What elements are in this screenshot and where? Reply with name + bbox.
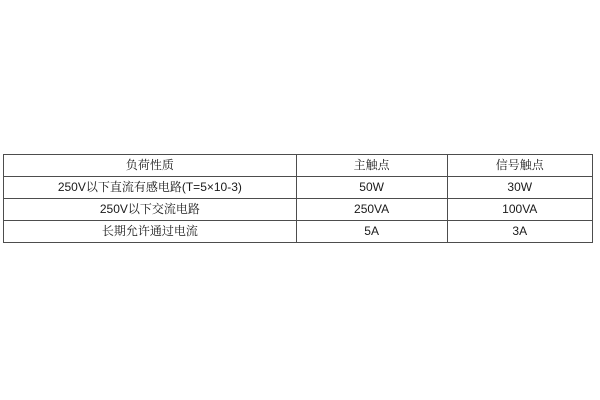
cell-load-type: 长期允许通过电流	[4, 221, 297, 243]
header-load-type: 负荷性质	[4, 155, 297, 177]
table-header-row	[4, 155, 593, 177]
header-main-contact: 主触点	[296, 155, 447, 177]
table-row	[4, 199, 593, 221]
spec-table-container	[3, 154, 593, 243]
contact-load-spec-table	[3, 154, 593, 243]
cell-load-type: 250V以下直流有感电路(T=5×10-3)	[4, 177, 297, 199]
table-row	[4, 221, 593, 243]
cell-signal-contact-value: 3A	[447, 221, 593, 243]
cell-signal-contact-value: 100VA	[447, 199, 593, 221]
header-signal-contact: 信号触点	[447, 155, 593, 177]
cell-load-type: 250V以下交流电路	[4, 199, 297, 221]
cell-main-contact-value: 250VA	[296, 199, 447, 221]
cell-main-contact-value: 50W	[296, 177, 447, 199]
table-row	[4, 177, 593, 199]
cell-signal-contact-value: 30W	[447, 177, 593, 199]
cell-main-contact-value: 5A	[296, 221, 447, 243]
